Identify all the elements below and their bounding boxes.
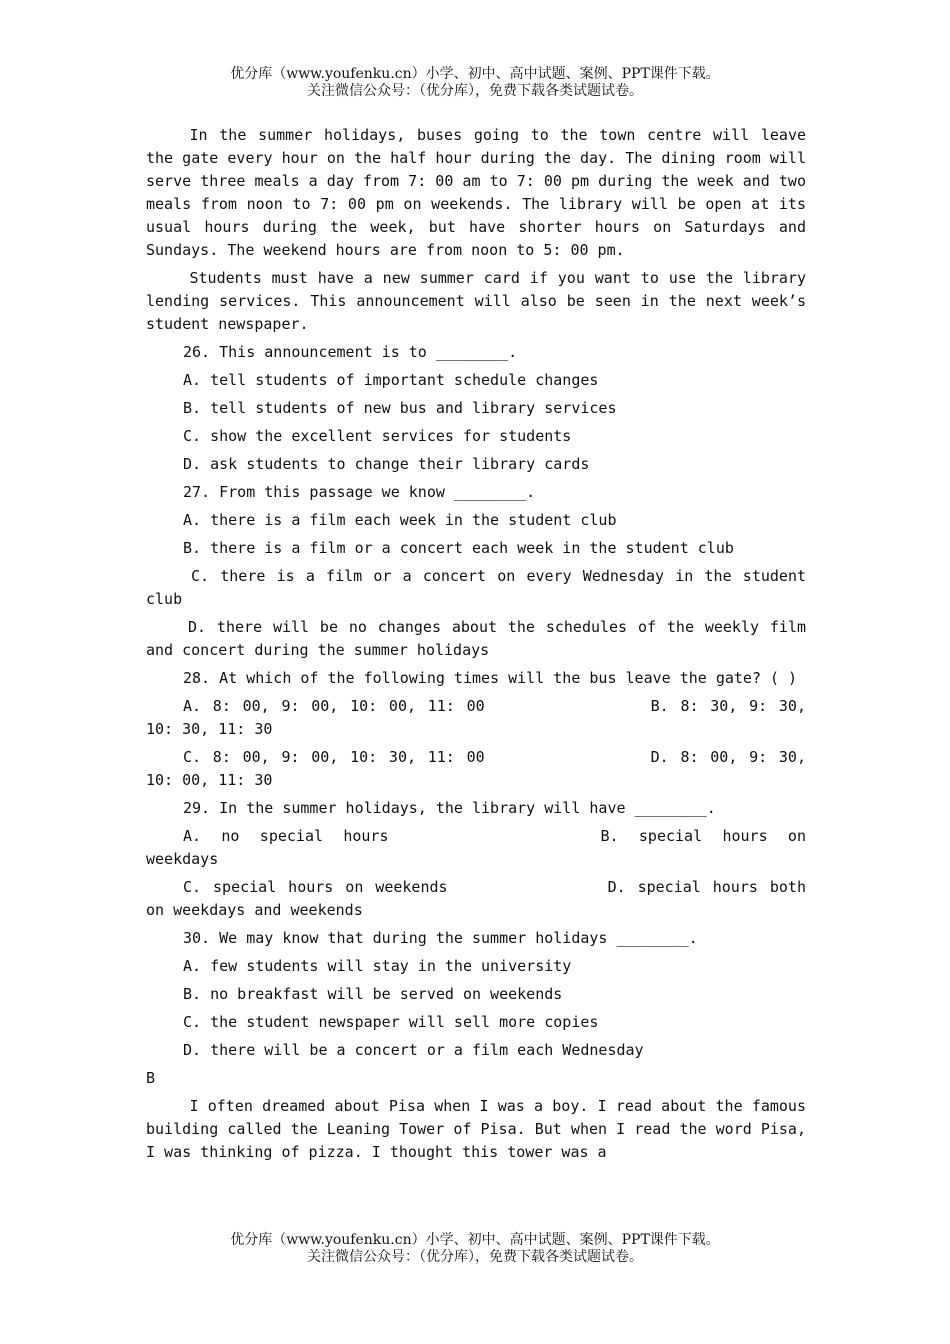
option-c: C. the student newspaper will sell more copies (183, 1013, 599, 1031)
header-line-2: 关注微信公众号：（优分库），免费下载各类试题试卷。 (307, 83, 643, 99)
option-a: A. no special hours (183, 827, 389, 845)
option-d: D. there will be a concert or a film each Wednesday (183, 1041, 644, 1059)
option-b: B. 8: 30, 9: 30, 10: 30, 11: 30 (146, 697, 806, 738)
options-row-ab (146, 695, 806, 741)
footer-line-1: 优分库（www.youfenku.cn）小学、初中、高中试题、案例、PPT课件下载。 (230, 1232, 720, 1248)
option-d: D. special hours both on weekdays and weekends (146, 878, 806, 919)
question-27 (146, 481, 806, 662)
option-d: D. 8: 00, 9: 30, 10: 00, 11: 30 (146, 748, 806, 789)
option-b: B. no breakfast will be served on weekends (183, 985, 563, 1003)
passage-a-paragraph-1: In the summer holidays, buses going to the town centre will leave the gate every hour on the half hour during the day. The dining room will serve three meals a day from 7: 00 am to 7: 00 pm during the week and two meals from noon to 7: 00 pm on weekends. The library will be open at its usual hours during the week, but have shorter hours on Saturdays and Sundays. The weekend hours are from noon to 5: 00 pm. (146, 126, 806, 259)
footer-line-2: 关注微信公众号：（优分库），免费下载各类试题试卷。 (307, 1249, 643, 1265)
option-c: C. there is a film or a concert on every Wednesday in the student club (146, 567, 806, 608)
passage-a-paragraph-2: Students must have a new summer card if you want to use the library lending services. This announcement will also be seen in the next week’s student newspaper. (146, 269, 806, 333)
question-26 (146, 341, 806, 476)
option-b: B. there is a film or a concert each week in the student club (183, 539, 734, 557)
option-a: A. 8: 00, 9: 00, 10: 00, 11: 00 (183, 697, 485, 715)
question-29 (146, 797, 806, 922)
option-c: C. 8: 00, 9: 00, 10: 30, 11: 00 (183, 748, 485, 766)
question-stem: 27. From this passage we know ________. (183, 483, 536, 501)
option-d: D. ask students to change their library cards (183, 455, 590, 473)
option-c: C. show the excellent services for students (183, 427, 572, 445)
question-30 (146, 927, 806, 1062)
header-line-1: 优分库（www.youfenku.cn）小学、初中、高中试题、案例、PPT课件下载。 (230, 66, 720, 82)
page-header (0, 66, 950, 100)
option-d: D. there will be no changes about the schedules of the weekly film and concert during the summer holidays (146, 618, 806, 659)
question-stem: 29. In the summer holidays, the library will have ________. (183, 799, 716, 817)
document-body (146, 124, 806, 1169)
question-stem: 28. At which of the following times will the bus leave the gate? ( ) (183, 669, 798, 687)
section-b-label: B (146, 1069, 156, 1087)
option-a: A. few students will stay in the university (183, 957, 572, 975)
option-b: B. special hours on weekdays (146, 827, 806, 868)
option-b: B. tell students of new bus and library services (183, 399, 617, 417)
options-row-cd (146, 876, 806, 922)
question-stem: 30. We may know that during the summer holidays ________. (183, 929, 698, 947)
option-c: C. special hours on weekends (183, 878, 448, 896)
passage-b-paragraph-1: I often dreamed about Pisa when I was a boy. I read about the famous building called the Leaning Tower of Pisa. But when I read the word Pisa, I was thinking of pizza. I thought this tower was a (146, 1097, 806, 1161)
page-footer (0, 1232, 950, 1266)
question-28 (146, 667, 806, 792)
option-a: A. tell students of important schedule changes (183, 371, 599, 389)
option-a: A. there is a film each week in the student club (183, 511, 617, 529)
options-row-cd (146, 746, 806, 792)
question-stem: 26. This announcement is to ________. (183, 343, 518, 361)
options-row-ab (146, 825, 806, 871)
